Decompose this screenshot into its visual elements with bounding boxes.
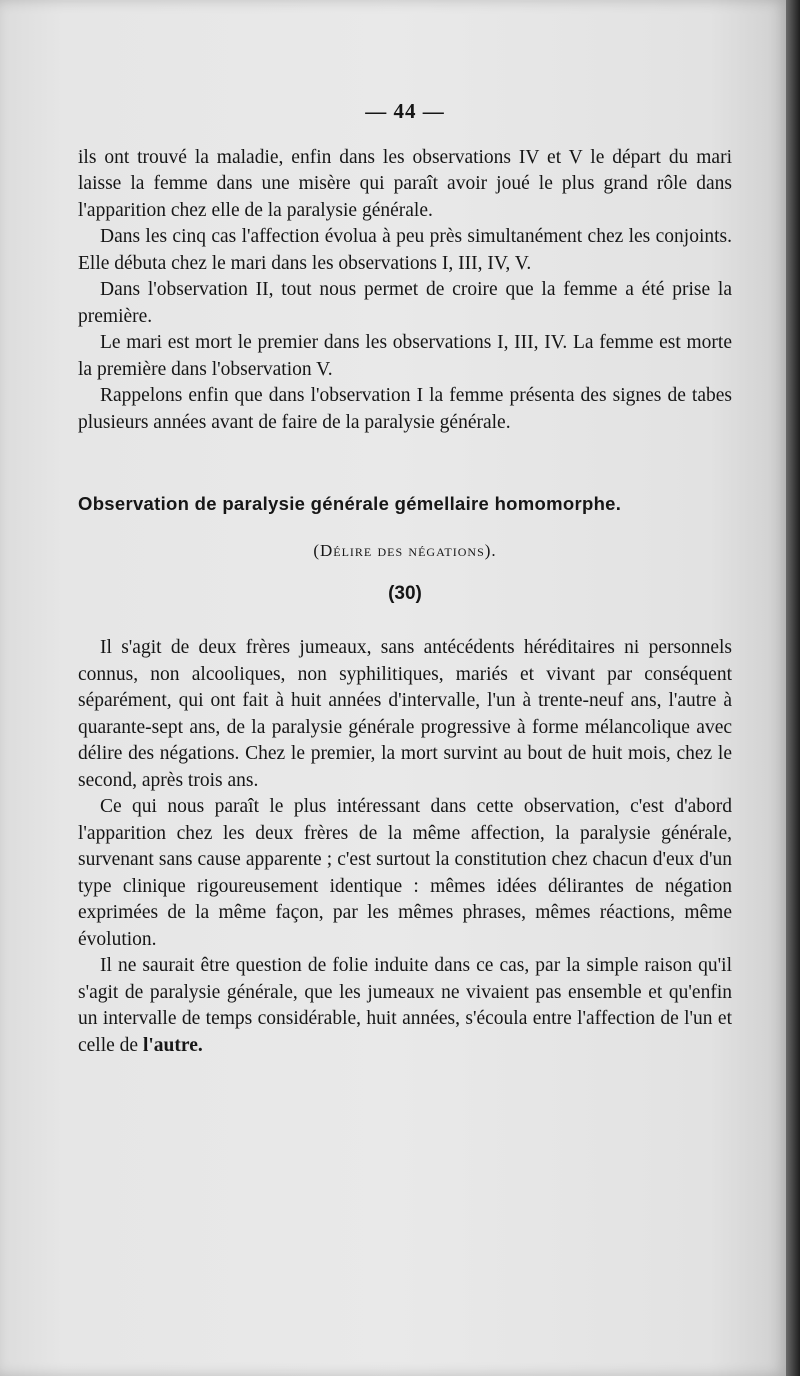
page-number: — 44 — bbox=[365, 99, 445, 123]
paragraph-text: Il ne saurait être question de folie induite dans ce cas, par la simple raison qu'il s'agit de paralysie générale, que les jumeaux ne vivaient pas ensemble et qu'enfin un intervalle de temps considérable, huit années, s'écoula entre l'affection de l'un et celle de bbox=[78, 955, 732, 1056]
paragraph: Ce qui nous paraît le plus intéressant dans cette observation, c'est d'abord l'apparition chez les deux frères de la même affection, la paralysie générale, survenant sans cause apparente ; c'est surtout la constitution chez chacun d'eux d'un type clinique rigoureusement identique : mêmes idées délirantes de négation exprimées de la même façon, par les mêmes phrases, mêmes réactions, même évolution. bbox=[78, 796, 732, 950]
paragraph: Rappelons enfin que dans l'observation I la femme présenta des signes de tabes plusieurs années avant de faire de la paralysie générale. bbox=[78, 385, 732, 433]
paragraph: Dans l'observation II, tout nous permet de croire que la femme a été prise la première. bbox=[78, 279, 732, 327]
paragraph: ils ont trouvé la maladie, enfin dans les observations IV et V le départ du mari laisse la femme dans une misère qui paraît avoir joué le plus grand rôle dans l'apparition chez elle de la paralysie générale. bbox=[78, 146, 732, 221]
page-edge-shadow bbox=[786, 0, 800, 1376]
paragraph: Il s'agit de deux frères jumeaux, sans antécédents héréditaires ni personnels connus, non alcooliques, non syphilitiques, mariés et vivant par conséquent séparément, qui ont fait à huit années d'intervalle, l'un à trente-neuf ans, l'autre à quarante-sept ans, de la paralysie générale progressive à forme mélancolique avec délire des négations. Chez le premier, la mort survint au bout de huit mois, chez le second, après trois ans. bbox=[78, 637, 732, 791]
paragraph: Dans les cinq cas l'affection évolua à peu près simultanément chez les conjoints. Elle débuta chez le mari dans les observations I, III, IV, V. bbox=[78, 226, 732, 274]
observation-subtitle: (Délire des négations). bbox=[313, 541, 497, 560]
page-content bbox=[78, 98, 732, 1059]
observation-number: (30) bbox=[388, 582, 422, 604]
section-gap bbox=[78, 436, 732, 492]
paragraph: Le mari est mort le premier dans les observations I, III, IV. La femme est morte la première dans l'observation V. bbox=[78, 332, 732, 380]
observation-title: Observation de paralysie générale gémellaire homomorphe. bbox=[78, 493, 622, 514]
final-words: l'autre. bbox=[142, 1034, 203, 1056]
paragraph bbox=[78, 953, 732, 1059]
